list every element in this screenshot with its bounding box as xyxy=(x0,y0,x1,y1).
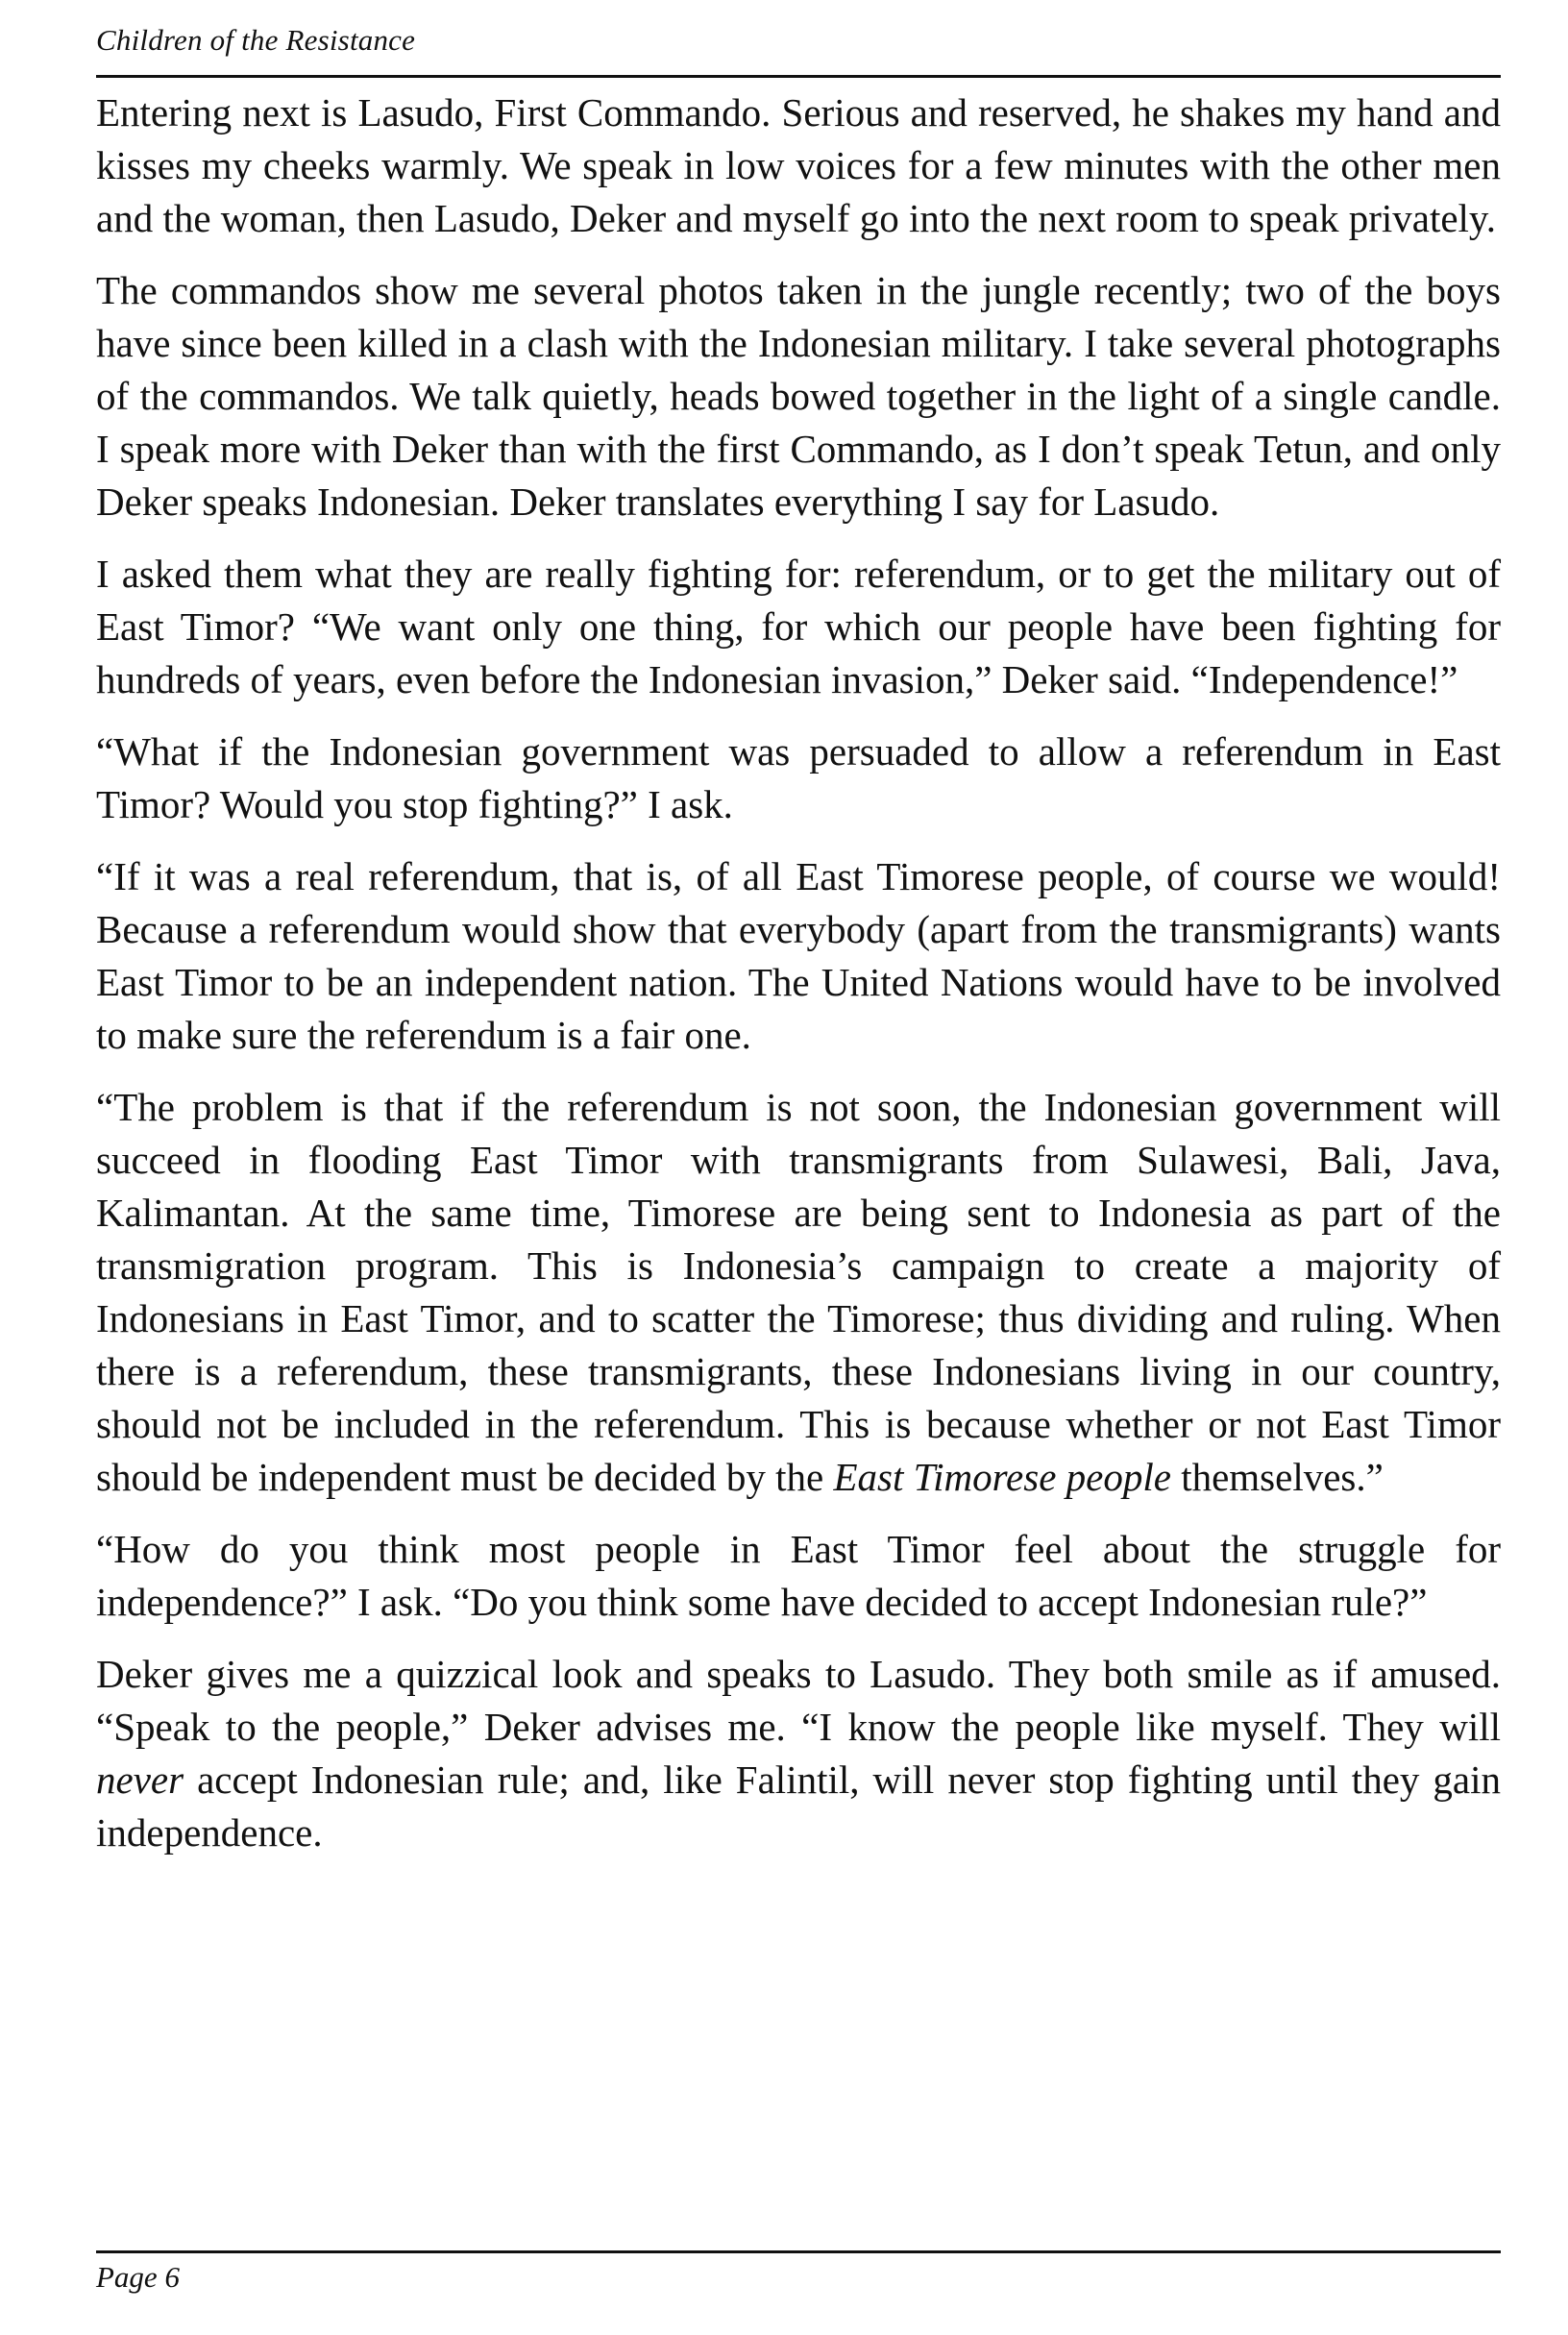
paragraph: “How do you think most people in East Timor feel about the struggle for independence?” I ask. “Do you think some have decided to accept Indonesian rule?” xyxy=(96,1527,1501,1624)
paragraph-text: accept Indonesian rule; and, like Falintil, will never stop fighting until they gain independence. xyxy=(96,1757,1501,1855)
emphasis-text: East Timorese people xyxy=(833,1455,1171,1499)
emphasis-text: never xyxy=(96,1757,184,1802)
paragraph: The commandos show me several photos taken in the jungle recently; two of the boys have since been killed in a clash with the Indonesian military. I take several photographs of the commandos. We talk quietly, heads bowed together in the light of a single candle. I speak more with Deker than with the first Commando, as I don’t speak Tetun, and only Deker speaks Indonesian. Deker translates everything I say for Lasudo. xyxy=(96,268,1501,524)
running-title: Children of the Resistance xyxy=(96,23,416,57)
page-number: Page 6 xyxy=(96,2260,180,2294)
body-text xyxy=(96,86,1501,1879)
header-rule xyxy=(96,75,1501,78)
footer-rule xyxy=(96,2250,1501,2253)
paragraph-text: themselves.” xyxy=(1170,1455,1384,1499)
book-page xyxy=(96,0,1501,2335)
paragraph-text: “The problem is that if the referendum is not soon, the Indonesian government will succeed in flooding East Timor with transmigrants from Sulawesi, Bali, Java, Kalimantan. At the same time, Timorese are being sent to Indonesia as part of the transmigration program. This is Indonesia’s campaign to create a majority of Indonesians in East Timor, and to scatter the Timorese; thus dividing and ruling. When there is a referendum, these transmigrants, these Indonesians living in our country, should not be included in the referendum. This is because whether or not East Timor should be independent must be decided by the xyxy=(96,1085,1501,1499)
paragraph-text: Deker gives me a quizzical look and speaks to Lasudo. They both smile as if amused. “Speak to the people,” Deker advises me. “I know the people like myself. They will xyxy=(96,1652,1501,1749)
paragraph xyxy=(96,1648,1501,1859)
paragraph: “If it was a real referendum, that is, of all East Timorese people, of course we would! Because a referendum would show that everybody (apart from the transmigrants) wants East Timor to be an independent nation. The United Nations would have to be involved to make sure the referendum is a fair one. xyxy=(96,854,1501,1057)
paragraph: Entering next is Lasudo, First Commando. Serious and reserved, he shakes my hand and kisses my cheeks warmly. We speak in low voices for a few minutes with the other men and the woman, then Lasudo, Deker and myself go into the next room to speak privately. xyxy=(96,90,1501,240)
paragraph: I asked them what they are really fighting for: referendum, or to get the military out of East Timor? “We want only one thing, for which our people have been fighting for hundreds of years, even before the Indonesian invasion,” Deker said. “Independence!” xyxy=(96,552,1501,701)
paragraph xyxy=(96,1081,1501,1504)
paragraph: “What if the Indonesian government was persuaded to allow a referendum in East Timor? Would you stop fighting?” I ask. xyxy=(96,729,1501,826)
